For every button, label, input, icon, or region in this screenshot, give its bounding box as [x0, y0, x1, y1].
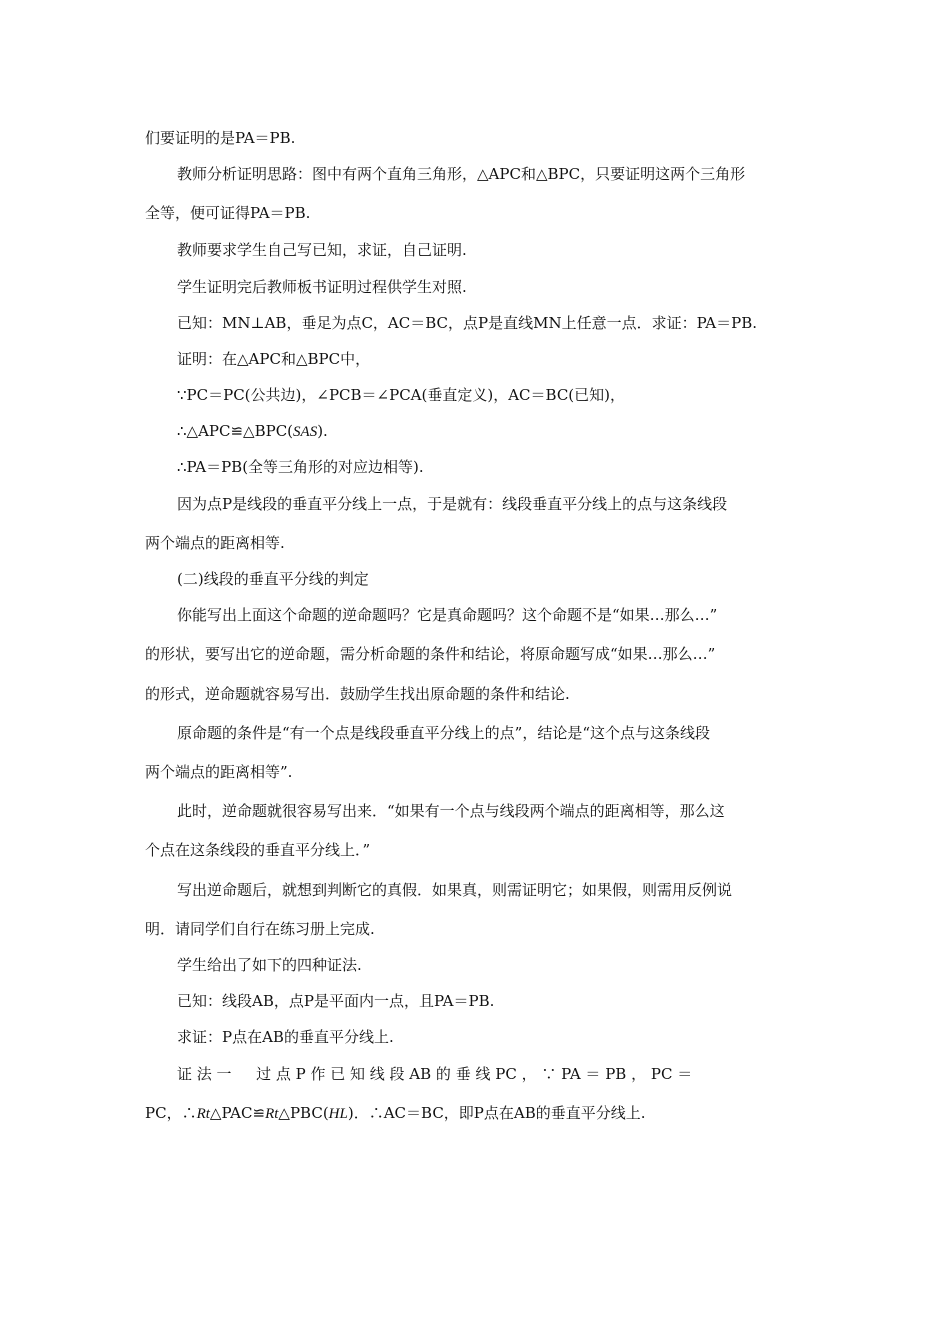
- paragraph-line: 已知：线段AB，点P是平面内一点，且PA＝PB.: [177, 992, 495, 1010]
- text-run: 教师分析证明思路：图中有两个直角三角形，△APC和△BPC，只要证明这两个三角形: [177, 165, 746, 183]
- paragraph-line: ∵PC＝PC(公共边)，∠PCB＝∠PCA(垂直定义)，AC＝BC(已知)，: [177, 386, 626, 404]
- text-run: 因为点P是线段的垂直平分线上一点，于是就有：线段垂直平分线上的点与这条线段: [177, 495, 728, 513]
- text-run-italic: SAS: [293, 424, 318, 440]
- paragraph-line: 证 法 一 过 点 P 作 已 知 线 段 AB 的 垂 线 PC ， ∵ PA ＝ PB ， PC ＝: [177, 1065, 693, 1083]
- paragraph-line: [177, 164, 805, 184]
- paragraph-line: 的形式，逆命题就容易写出．鼓励学生找出原命题的条件和结论.: [145, 685, 570, 703]
- text-run-italic: Rt: [265, 1106, 279, 1122]
- paragraph-line: 两个端点的距离相等”.: [145, 763, 293, 781]
- paragraph-line: 两个端点的距离相等.: [145, 534, 285, 552]
- paragraph-line: 学生给出了如下的四种证法.: [177, 956, 362, 974]
- paragraph-line: 的形状，要写出它的逆命题，需分析命题的条件和结论，将原命题写成“如果…那么…”: [145, 645, 716, 663]
- paragraph-line: [145, 1103, 646, 1124]
- paragraph-line: 原命题的条件是“有一个点是线段垂直平分线上的点”，结论是“这个点与这条线段: [177, 724, 711, 742]
- text-run: )．∴AC＝BC，即P点在AB的垂直平分线上.: [347, 1104, 646, 1122]
- text-run: △PAC≌: [209, 1104, 266, 1122]
- paragraph-line: 证明：在△APC和△BPC中，: [177, 350, 371, 368]
- paragraph-line: 求证：P点在AB的垂直平分线上.: [177, 1028, 394, 1046]
- paragraph-line: 个点在这条线段的垂直平分线上．”: [145, 841, 371, 859]
- paragraph-line: 学生证明完后教师板书证明过程供学生对照.: [177, 278, 467, 296]
- paragraph-line: [177, 421, 328, 442]
- section-heading: (二)线段的垂直平分线的判定: [177, 570, 369, 588]
- paragraph-line: 全等，便可证得PA＝PB.: [145, 204, 311, 222]
- paragraph-line: 写出逆命题后，就想到判断它的真假．如果真，则需证明它；如果假，则需用反例说: [177, 881, 733, 899]
- paragraph-line: 明．请同学们自行在练习册上完成.: [145, 920, 375, 938]
- text-run-italic: HL: [328, 1106, 348, 1122]
- text-run-italic: Rt: [196, 1106, 210, 1122]
- text-run: ).: [317, 422, 328, 440]
- paragraph-line: ∴PA＝PB(全等三角形的对应边相等).: [177, 458, 424, 476]
- paragraph-line: 们要证明的是PA＝PB.: [145, 129, 296, 147]
- paragraph-line: [177, 494, 805, 514]
- paragraph-line: 此时，逆命题就很容易写出来．“如果有一个点与线段两个端点的距离相等，那么这: [177, 802, 725, 820]
- text-run: PC，∴: [145, 1104, 197, 1122]
- text-run: △PBC(: [278, 1104, 329, 1122]
- paragraph-line: 已知：MN⊥AB，垂足为点C，AC＝BC，点P是直线MN上任意一点．求证：PA＝PB.: [177, 314, 758, 332]
- paragraph-line: 教师要求学生自己写已知，求证，自己证明.: [177, 241, 467, 259]
- paragraph-line: 你能写出上面这个命题的逆命题吗？它是真命题吗？这个命题不是“如果…那么…”: [177, 606, 718, 624]
- text-run: ∴△APC≌△BPC(: [177, 422, 294, 440]
